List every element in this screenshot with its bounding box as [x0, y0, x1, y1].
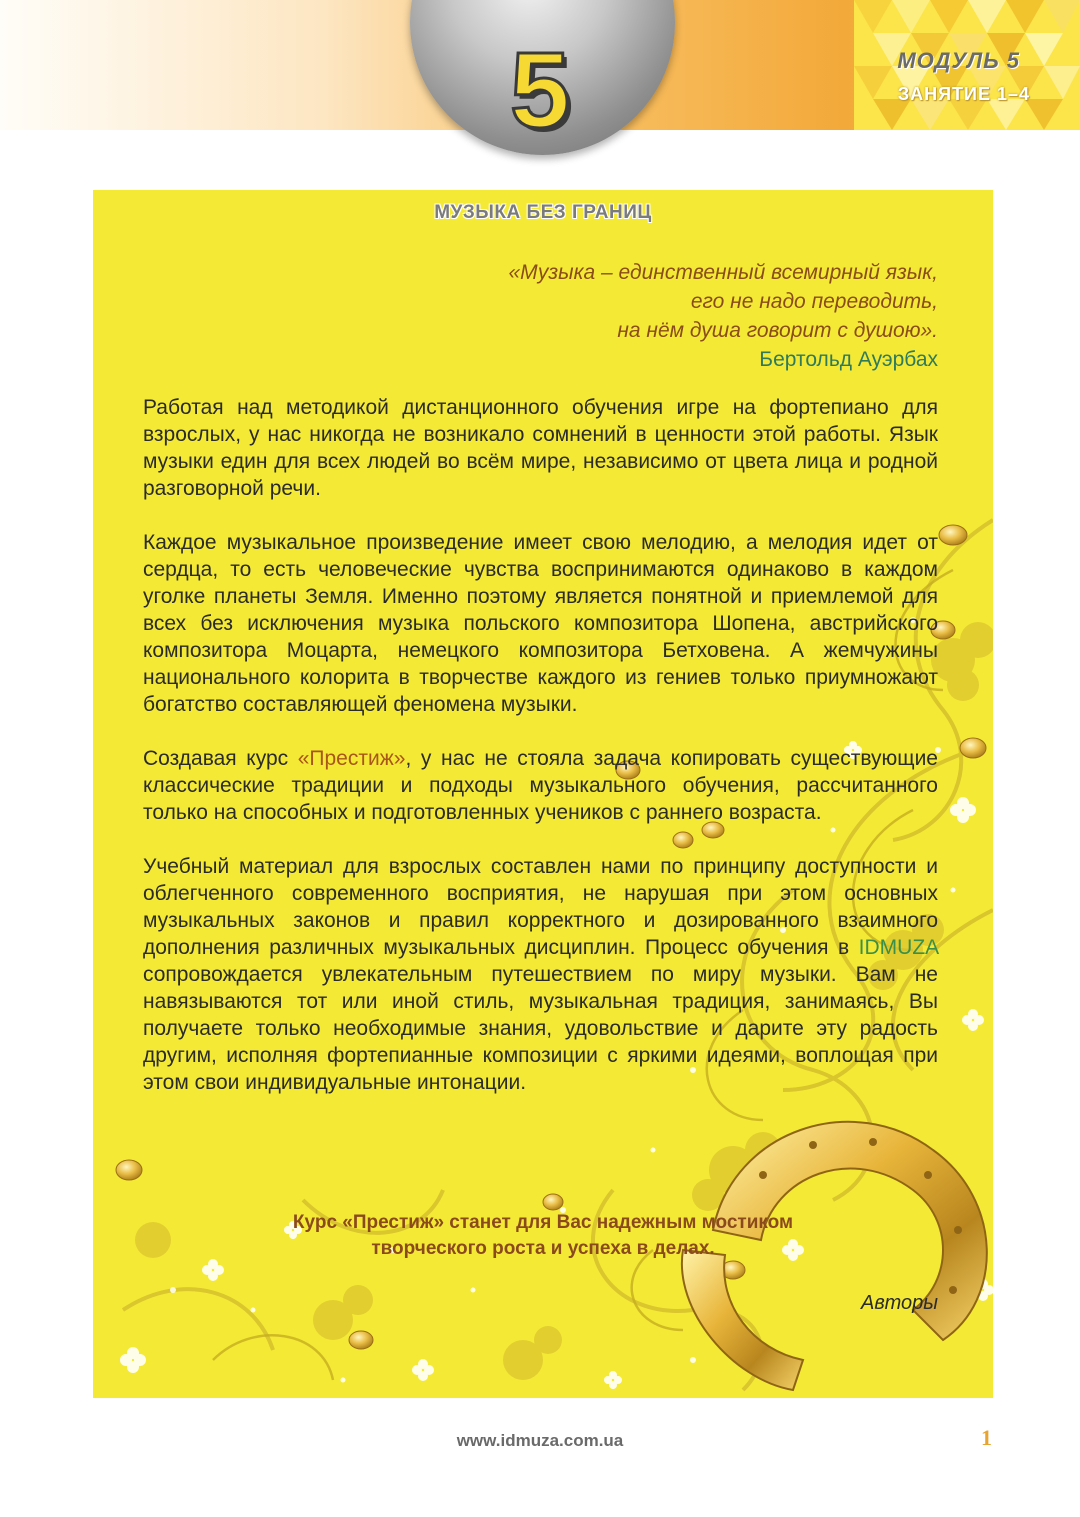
paragraph-4-start: Учебный материал для взрослых составлен нами по принципу доступности и облегченного современного восприятия, не нарушая при этом основных музыкальных законов и правил корректного и дозированного взаимного дополнения различных музыкальных дисциплин. Процесс обучения в [143, 855, 938, 959]
epigraph-line-1: «Музыка – единственный всемирный язык, [508, 261, 938, 284]
paragraph-1: Работая над методикой дистанционного обучения игре на фортепиано для взрослых, у нас никогда не возникало сомнений в ценности этой работы. Язык музыки един для всех людей во всём мире, независимо от цвета лица и родной разговорной речи. [143, 396, 938, 500]
lesson-label: ЗАНЯТИЕ 1–4 [897, 84, 1030, 104]
paragraph-3-start: Создавая курс [143, 747, 298, 770]
epigraph-line-2: его не надо переводить, [690, 290, 938, 313]
conclusion-line-2: творческого роста и успеха в делах. [371, 1238, 715, 1259]
paragraph-4 [143, 853, 938, 1096]
conclusion-line-1: Курс «Престиж» станет для Вас надежным мостиком [292, 1212, 794, 1233]
epigraph [338, 258, 938, 374]
article-title: МУЗЫКА БЕЗ ГРАНИЦ [434, 202, 652, 223]
module-label: МОДУЛЬ 5 [897, 48, 1020, 73]
article-body [143, 394, 938, 1123]
paragraph-3 [143, 745, 938, 826]
epigraph-line-3: на нём душа говорит с душою». [617, 319, 938, 342]
course-name-highlight: «Престиж» [297, 747, 406, 770]
brand-name-highlight: IDMUZA [858, 936, 938, 959]
page-number: 1 [981, 1425, 992, 1450]
conclusion [93, 1210, 993, 1262]
paragraph-4-end: сопровождается увлекательным путешествием по миру музыки. Вам не навязываются тот или иной стиль, музыкальная традиция, занимаясь, Вы получаете только необходимые знания, удовольствие и дарите эту радость другим, исполняя фортепианные композиции с яркими идеями, воплощая при этом свои индивидуальные интонации. [143, 963, 938, 1094]
epigraph-author: Бертольд Ауэрбах [759, 348, 938, 371]
footer-url[interactable]: www.idmuza.com.ua [456, 1431, 624, 1450]
paragraph-3-end: , у нас не стояла задача копировать существующие классические традиции и подходы музыкального обучения, рассчитанного только на способных и подготовленных учеников с раннего возраста. [143, 747, 938, 824]
module-number: 5 [509, 29, 571, 150]
signature: Авторы [861, 1292, 938, 1314]
paragraph-2: Каждое музыкальное произведение имеет свою мелодию, а мелодия идет от сердца, то есть человеческие чувства воспринимаются одинаково в каждом уголке планеты Земля. Именно поэтому является понятной и приемлемой для всех без исключения музыка польского композитора Шопена, австрийского композитора Моцарта, немецкого композитора Бетховена. А жемчужины национального колорита в творчестве каждого из гениев только приумножают богатство составляющей феномена музыки. [143, 531, 938, 716]
article-card [93, 190, 993, 1398]
